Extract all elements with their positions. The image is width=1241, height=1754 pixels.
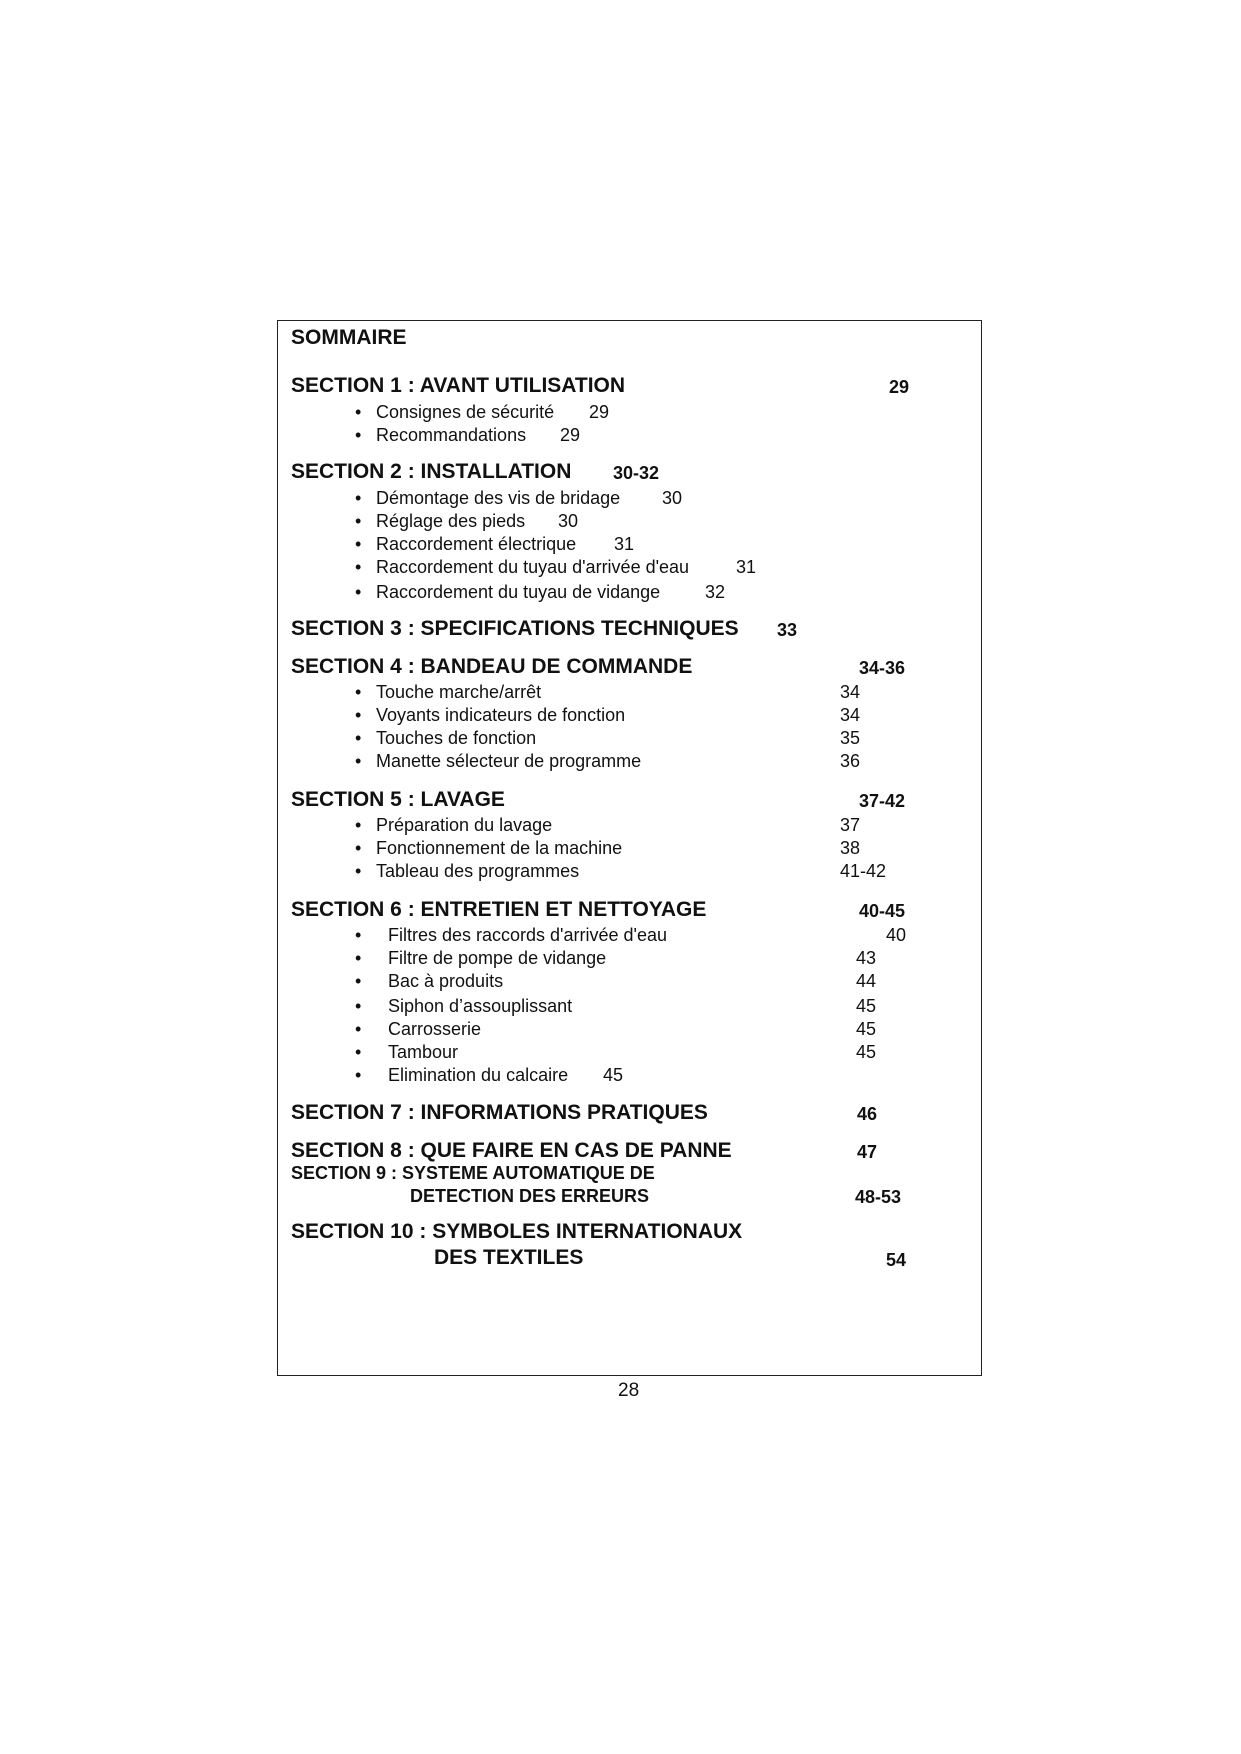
bullet: •	[355, 534, 362, 554]
section-6-item-5-page: 45	[856, 1019, 877, 1039]
section-3-page: 33	[777, 620, 798, 640]
bullet: •	[355, 996, 362, 1016]
bullet: •	[355, 925, 362, 945]
section-2-item-1-page: 30	[662, 488, 683, 508]
bullet: •	[355, 402, 362, 422]
section-6-title: SECTION 6 : ENTRETIEN ET NETTOYAGE	[291, 898, 707, 921]
section-6-item-2-page: 43	[856, 948, 877, 968]
section-5-item-1: Préparation du lavage	[376, 815, 553, 835]
bullet: •	[355, 815, 362, 835]
section-2-item-3: Raccordement électrique	[376, 534, 577, 554]
section-6-page: 40-45	[859, 901, 906, 921]
section-6-item-7: Elimination du calcaire	[388, 1065, 569, 1085]
section-5-item-2: Fonctionnement de la machine	[376, 838, 623, 858]
section-2-item-4-page: 31	[736, 557, 757, 577]
section-5-item-2-page: 38	[840, 838, 861, 858]
section-2-item-3-page: 31	[614, 534, 635, 554]
section-4-item-4: Manette sélecteur de programme	[376, 751, 642, 771]
section-6-item-4-page: 45	[856, 996, 877, 1016]
section-10-title: SECTION 10 : SYMBOLES INTERNATIONAUX	[291, 1220, 743, 1243]
section-8-title: SECTION 8 : QUE FAIRE EN CAS DE PANNE	[291, 1139, 732, 1162]
section-1-item-1: Consignes de sécurité	[376, 402, 555, 422]
bullet: •	[355, 582, 362, 602]
bullet: •	[355, 1065, 362, 1085]
bullet: •	[355, 682, 362, 702]
page-number: 28	[618, 1380, 640, 1401]
section-8-page: 47	[857, 1142, 878, 1162]
section-4-title: SECTION 4 : BANDEAU DE COMMANDE	[291, 655, 693, 678]
bullet: •	[355, 971, 362, 991]
section-1-item-2-page: 29	[560, 425, 581, 445]
section-2-title: SECTION 2 : INSTALLATION	[291, 460, 572, 483]
section-7-title: SECTION 7 : INFORMATIONS PRATIQUES	[291, 1101, 708, 1124]
bullet: •	[355, 557, 362, 577]
section-6-item-3-page: 44	[856, 971, 877, 991]
section-2-item-5-page: 32	[705, 582, 726, 602]
section-5-item-3: Tableau des programmes	[376, 861, 580, 881]
section-6-item-2: Filtre de pompe de vidange	[388, 948, 607, 968]
bullet: •	[355, 751, 362, 771]
section-10-page: 54	[886, 1250, 907, 1270]
bullet: •	[355, 1019, 362, 1039]
section-10-title-line2: DES TEXTILES	[434, 1246, 584, 1269]
section-2-page: 30-32	[613, 463, 660, 483]
section-5-item-1-page: 37	[840, 815, 861, 835]
bullet: •	[355, 1042, 362, 1062]
section-6-item-1-page: 40	[886, 925, 907, 945]
section-5-item-3-page: 41-42	[840, 861, 887, 881]
section-4-item-2: Voyants indicateurs de fonction	[376, 705, 626, 725]
section-6-item-1: Filtres des raccords d'arrivée d'eau	[388, 925, 667, 945]
section-4-item-4-page: 36	[840, 751, 861, 771]
section-6-item-6: Tambour	[388, 1042, 459, 1062]
section-6-item-7-page: 45	[603, 1065, 624, 1085]
bullet: •	[355, 948, 362, 968]
section-5-title: SECTION 5 : LAVAGE	[291, 788, 505, 811]
section-1-title: SECTION 1 : AVANT UTILISATION	[291, 374, 626, 397]
bullet: •	[355, 838, 362, 858]
section-1-item-2: Recommandations	[376, 425, 527, 445]
section-6-item-6-page: 45	[856, 1042, 877, 1062]
contents-title: SOMMAIRE	[291, 326, 407, 349]
bullet: •	[355, 425, 362, 445]
section-1-item-1-page: 29	[589, 402, 610, 422]
section-2-item-2: Réglage des pieds	[376, 511, 526, 531]
section-6-item-4: Siphon d’assouplissant	[388, 996, 573, 1016]
section-4-item-3-page: 35	[840, 728, 861, 748]
bullet: •	[355, 728, 362, 748]
section-1-page: 29	[889, 377, 910, 397]
bullet: •	[355, 488, 362, 508]
section-2-item-4: Raccordement du tuyau d'arrivée d'eau	[376, 557, 690, 577]
section-4-item-1-page: 34	[840, 682, 861, 702]
section-2-item-2-page: 30	[558, 511, 579, 531]
section-6-item-5: Carrosserie	[388, 1019, 482, 1039]
bullet: •	[355, 705, 362, 725]
section-4-item-3: Touches de fonction	[376, 728, 537, 748]
section-7-page: 46	[857, 1104, 878, 1124]
section-4-item-2-page: 34	[840, 705, 861, 725]
section-2-item-5: Raccordement du tuyau de vidange	[376, 582, 661, 602]
bullet: •	[355, 511, 362, 531]
section-9-title: SECTION 9 : SYSTEME AUTOMATIQUE DE	[291, 1163, 655, 1183]
section-4-page: 34-36	[859, 658, 906, 678]
bullet: •	[355, 861, 362, 881]
section-4-item-1: Touche marche/arrêt	[376, 682, 542, 702]
section-5-page: 37-42	[859, 791, 906, 811]
section-9-title-line2: DETECTION DES ERREURS	[410, 1186, 650, 1206]
section-6-item-3: Bac à produits	[388, 971, 504, 991]
section-9-page: 48-53	[855, 1187, 902, 1207]
section-3-title: SECTION 3 : SPECIFICATIONS TECHNIQUES	[291, 617, 739, 640]
section-2-item-1: Démontage des vis de bridage	[376, 488, 621, 508]
